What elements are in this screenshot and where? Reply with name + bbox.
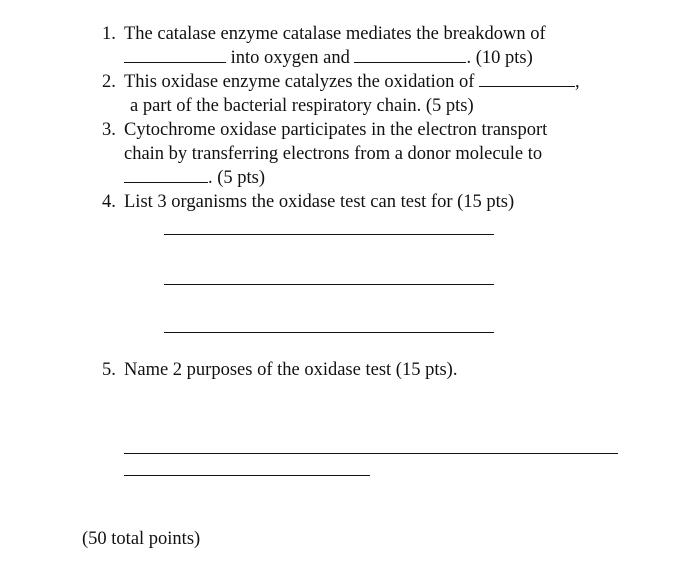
- q5-answer-line-1[interactable]: [124, 453, 618, 454]
- q5-number: 5.: [102, 360, 116, 380]
- q1-text-line1: The catalase enzyme catalase mediates the breakdown of: [124, 24, 546, 44]
- q4-number: 4.: [102, 192, 116, 212]
- q4-answer-line-1[interactable]: [164, 234, 494, 235]
- q3-text-line2: chain by transferring electrons from a donor molecule to: [124, 144, 543, 164]
- q2-text-line1: This oxidase enzyme catalyzes the oxidation of: [124, 72, 475, 92]
- q2-text-line2: a part of the bacterial respiratory chain. (5 pts): [130, 96, 474, 116]
- q4-text-line1: List 3 organisms the oxidase test can test for (15 pts): [124, 192, 515, 212]
- q2-line2: [130, 94, 474, 118]
- q5-text-line1: Name 2 purposes of the oxidase test (15 pts).: [124, 360, 458, 380]
- q3-number: 3.: [102, 120, 116, 140]
- q2-number: 2.: [102, 72, 116, 92]
- q3-line1: [102, 118, 547, 142]
- q5-line1: [102, 358, 457, 382]
- q1-number: 1.: [102, 24, 116, 44]
- q1-line2: [124, 46, 533, 70]
- q2-text-comma: ,: [574, 72, 580, 92]
- q2-blank[interactable]: [479, 70, 575, 87]
- total-points: [82, 527, 200, 551]
- q1-text-end: . (10 pts): [466, 48, 533, 68]
- q3-line2: [124, 142, 542, 166]
- total-points-text: (50 total points): [82, 529, 201, 549]
- q5-answer-line-2[interactable]: [124, 475, 370, 476]
- q1-blank-1[interactable]: [124, 46, 226, 63]
- q3-text-end: . (5 pts): [208, 168, 266, 188]
- q1-line1: [102, 22, 546, 46]
- q3-line3: [124, 166, 265, 190]
- q1-text-mid: into oxygen and: [230, 48, 350, 68]
- q4-answer-line-3[interactable]: [164, 332, 494, 333]
- q4-answer-line-2[interactable]: [164, 284, 494, 285]
- q3-blank[interactable]: [124, 166, 208, 183]
- q1-blank-2[interactable]: [354, 46, 466, 63]
- q3-text-line1: Cytochrome oxidase participates in the electron transport: [124, 120, 548, 140]
- q4-line1: [102, 190, 514, 214]
- q2-line1: [102, 70, 580, 94]
